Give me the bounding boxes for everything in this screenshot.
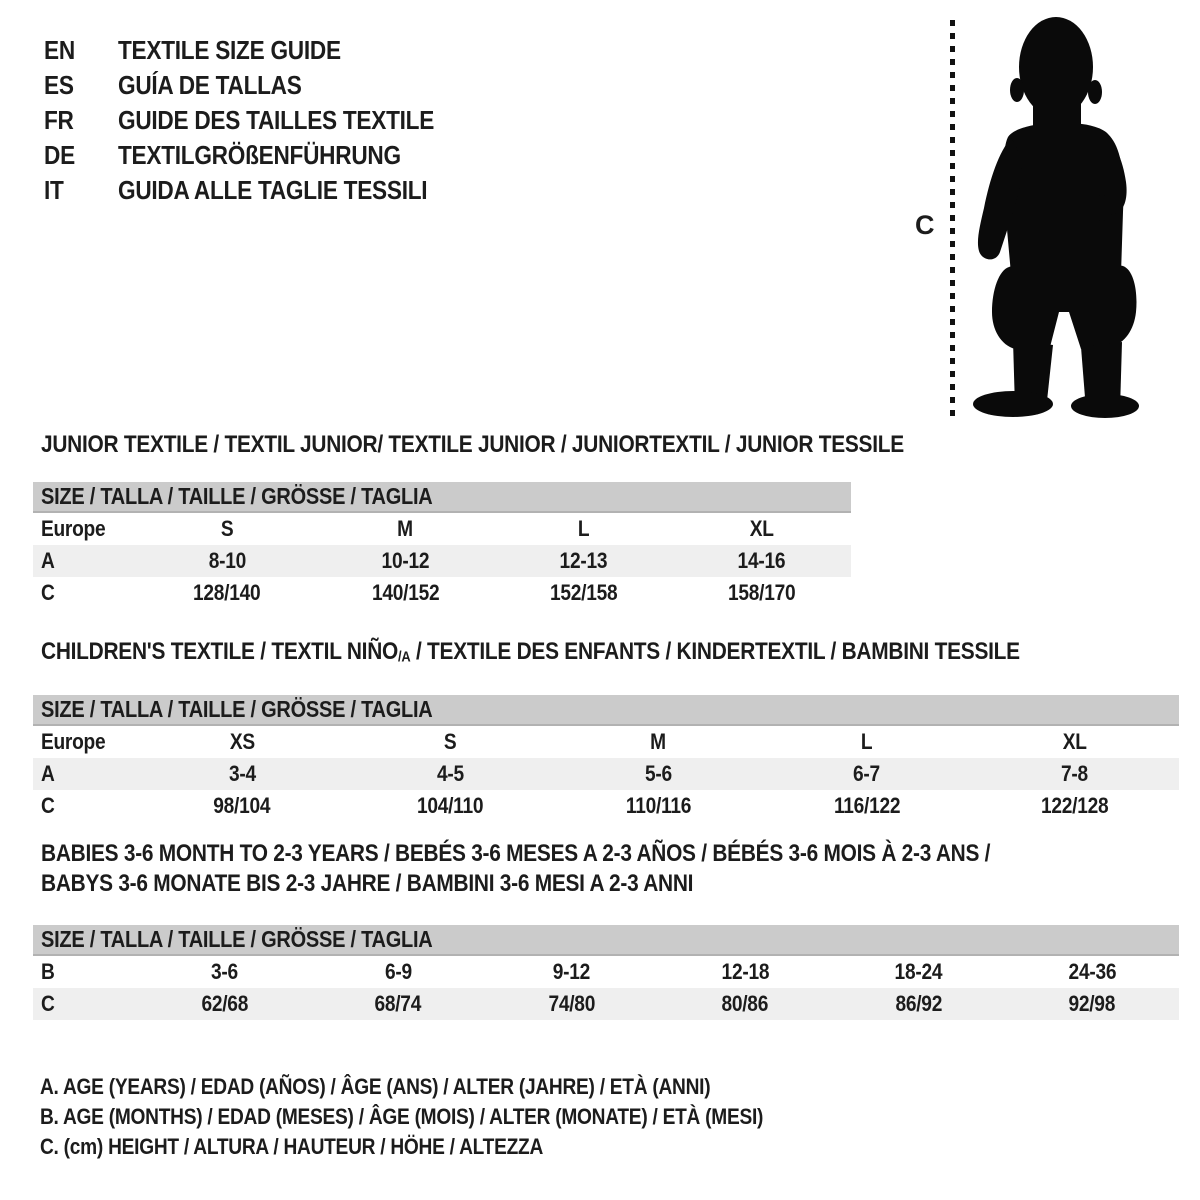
row-label: A (41, 548, 55, 573)
size-cell: 4-5 (436, 760, 464, 786)
row-label: A (41, 760, 55, 786)
babies-size-table (33, 956, 1179, 1020)
junior-textile-section (33, 430, 904, 609)
legend-line-b: B. AGE (MONTHS) / EDAD (MESES) / ÂGE (MOIS) / ALTER (MONATE) / ETÀ (MESI) (40, 1104, 764, 1129)
table-row-a (33, 545, 851, 577)
baby-silhouette-icon (963, 12, 1148, 422)
children-textile-section (33, 637, 1179, 822)
size-cell: 158/170 (728, 580, 796, 605)
size-cell: 18-24 (894, 959, 943, 984)
size-cell: 140/152 (371, 580, 440, 605)
size-header-text: SIZE / TALLA / TAILLE / GRÖSSE / TAGLIA (41, 695, 433, 722)
section-title-text: BABIES 3-6 MONTH TO 2-3 YEARS / BEBÉS 3-6 MESES A 2-3 AÑOS / BÉBÉS 3-6 MOIS À 2-3 ANS / (41, 840, 991, 867)
language-row-de (44, 138, 481, 173)
row-label: Europe (41, 516, 106, 541)
section-title-subscript: /A (398, 649, 411, 666)
section-title-text: CHILDREN'S TEXTILE / TEXTIL NIÑO (41, 638, 399, 665)
guide-title-fr: GUIDE DES TAILLES TEXTILE (118, 105, 435, 135)
size-cell: XL (749, 516, 774, 541)
junior-size-table (33, 513, 851, 609)
height-measure-label: C (915, 210, 935, 240)
size-cell: M (397, 516, 414, 541)
table-row-c (33, 577, 851, 609)
size-header-bar (33, 925, 1179, 956)
language-title-list (44, 33, 481, 208)
size-cell: 5-6 (645, 760, 672, 786)
size-cell: 6-9 (384, 959, 412, 984)
section-title-text: JUNIOR TEXTILE / TEXTIL JUNIOR/ TEXTILE JUNIOR / JUNIORTEXTIL / JUNIOR TESSILE (41, 431, 904, 458)
size-cell: 152/158 (549, 580, 618, 605)
row-label: Europe (41, 728, 106, 754)
size-cell: L (860, 728, 873, 754)
size-cell: 74/80 (548, 991, 596, 1016)
size-cell: 92/98 (1068, 991, 1116, 1016)
size-cell: 98/104 (213, 792, 271, 818)
size-cell: 8-10 (208, 548, 246, 573)
row-label: C (41, 991, 55, 1016)
size-cell: 62/68 (201, 991, 249, 1016)
table-row-c (33, 988, 1179, 1020)
legend-line-a: A. AGE (YEARS) / EDAD (AÑOS) / ÂGE (ANS) / ALTER (JAHRE) / ETÀ (ANNI) (40, 1074, 711, 1099)
size-cell: L (577, 516, 590, 541)
size-cell: 80/86 (721, 991, 769, 1016)
guide-title-de: TEXTILGRÖßENFÜHRUNG (118, 140, 401, 170)
size-cell: 12-18 (721, 959, 770, 984)
table-row-europe (33, 726, 1179, 758)
dashed-measure-line (950, 20, 955, 418)
language-code: DE (44, 140, 75, 170)
size-cell: 122/128 (1041, 792, 1109, 818)
children-size-table (33, 726, 1179, 822)
size-header-text: SIZE / TALLA / TAILLE / GRÖSSE / TAGLIA (41, 926, 433, 952)
table-row-c (33, 790, 1179, 822)
row-label: B (41, 959, 55, 984)
junior-section-title (41, 430, 904, 460)
size-cell: S (444, 728, 457, 754)
size-cell: S (220, 516, 234, 541)
section-title-text: / TEXTILE DES ENFANTS / KINDERTEXTIL / BAMBINI TESSILE (410, 638, 1020, 665)
size-cell: 86/92 (895, 991, 943, 1016)
height-measure-figure (905, 12, 1160, 424)
size-cell: 12-13 (559, 548, 608, 573)
language-code: EN (44, 35, 75, 65)
size-cell: XS (229, 728, 255, 754)
language-row-en (44, 33, 481, 68)
babies-section-title (41, 839, 1179, 899)
size-cell: 110/116 (625, 792, 692, 818)
language-code: ES (44, 70, 74, 100)
size-header-bar (33, 695, 1179, 726)
size-cell: 6-7 (853, 760, 881, 786)
table-row-b (33, 956, 1179, 988)
language-code: FR (44, 105, 74, 135)
table-row-europe (33, 513, 851, 545)
table-row-a (33, 758, 1179, 790)
guide-title-it: GUIDA ALLE TAGLIE TESSILI (118, 175, 428, 205)
babies-textile-section (33, 839, 1179, 1020)
size-cell: 104/110 (417, 792, 484, 818)
size-cell: 3-4 (228, 760, 256, 786)
row-label: C (41, 580, 55, 605)
size-cell: XL (1062, 728, 1087, 754)
size-cell: 3-6 (211, 959, 239, 984)
size-cell: 68/74 (374, 991, 422, 1016)
size-cell: 7-8 (1061, 760, 1089, 786)
language-row-es (44, 68, 481, 103)
size-header-bar (33, 482, 851, 513)
language-code: IT (44, 175, 64, 205)
children-section-title (41, 637, 1179, 673)
language-row-it (44, 173, 481, 208)
legend-line-c: C. (cm) HEIGHT / ALTURA / HAUTEUR / HÖHE / ALTEZZA (40, 1134, 544, 1159)
size-cell: 14-16 (738, 548, 786, 573)
size-cell: 9-12 (553, 959, 591, 984)
size-cell: 116/122 (833, 792, 900, 818)
section-title-line2: BABYS 3-6 MONATE BIS 2-3 JAHRE / BAMBINI 3-6 MESI A 2-3 ANNI (41, 870, 694, 897)
size-cell: 24-36 (1068, 959, 1117, 984)
guide-title-en: TEXTILE SIZE GUIDE (118, 35, 341, 65)
size-cell: 10-12 (381, 548, 430, 573)
row-label: C (41, 792, 55, 818)
size-cell: 128/140 (193, 580, 261, 605)
guide-title-es: GUÍA DE TALLAS (118, 70, 302, 100)
legend (40, 1072, 871, 1162)
size-header-text: SIZE / TALLA / TAILLE / GRÖSSE / TAGLIA (41, 483, 433, 509)
size-cell: M (650, 728, 667, 754)
language-row-fr (44, 103, 481, 138)
